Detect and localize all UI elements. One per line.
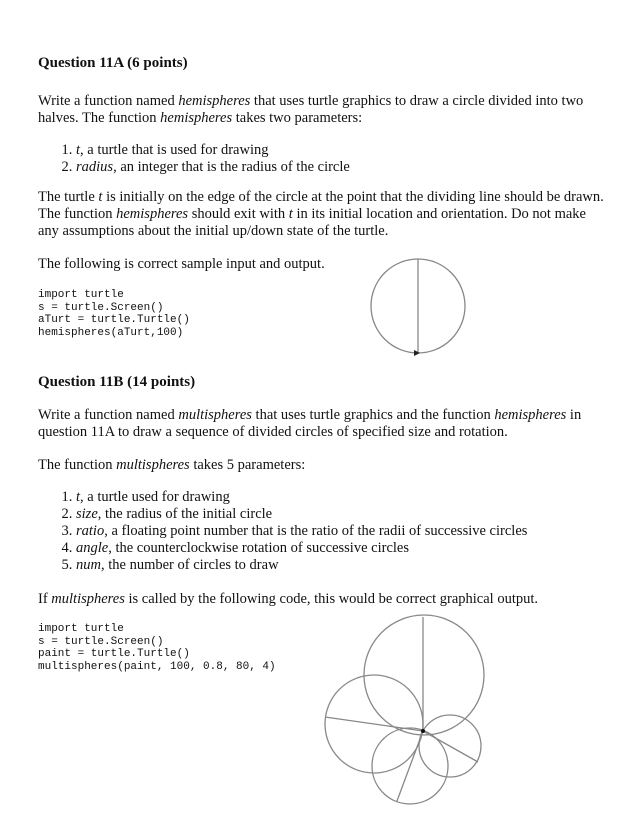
list-item: 3. ratio, a floating point number that is the ratio of the radii of successive circles bbox=[76, 523, 527, 540]
q11a-code: import turtle s = turtle.Screen() aTurt = turtle.Turtle() hemispheres(aTurt,100) bbox=[38, 289, 190, 339]
hemispheres-figure bbox=[371, 259, 465, 356]
multispheres-figure bbox=[325, 615, 484, 804]
list-item: 2. size, the radius of the initial circle bbox=[76, 506, 527, 523]
question-11b-title: Question 11B (14 points) bbox=[38, 374, 196, 390]
list-item: 4. angle, the counterclockwise rotation of successive circles bbox=[76, 540, 527, 557]
list-item: 1. t, a turtle used for drawing bbox=[76, 489, 527, 506]
turtle-arrow-icon bbox=[414, 350, 420, 356]
list-item: 1. t, a turtle that is used for drawing bbox=[76, 142, 350, 159]
q11b-params-label: The function multispheres takes 5 parameters: bbox=[38, 457, 306, 473]
q11b-output-label: If multispheres is called by the following code, this would be correct graphical output. bbox=[38, 591, 539, 607]
q11a-sample-label: The following is correct sample input and output. bbox=[38, 256, 325, 272]
q11a-intro: Write a function named hemispheres that uses turtle graphics to draw a circle divided into two halves. The function hemispheres takes two parameters: bbox=[38, 93, 584, 126]
q11a-description: The turtle t is initially on the edge of the circle at the point that the dividing line should be drawn. The function hemispheres should exit with t in its initial location and orientation. Do not make any assumptions about the initial up/down state of the turtle. bbox=[38, 189, 604, 239]
q11b-intro: Write a function named multispheres that uses turtle graphics and the function hemispheres in question 11A to draw a sequence of divided circles of specified size and rotation. bbox=[38, 407, 582, 440]
q11b-code: import turtle s = turtle.Screen() paint = turtle.Turtle() multispheres(paint, 100, 0.8, 80, 4) bbox=[38, 623, 276, 673]
list-item: 5. num, the number of circles to draw bbox=[76, 557, 527, 574]
list-item: 2. radius, an integer that is the radius of the circle bbox=[76, 159, 350, 176]
turtle-icon bbox=[421, 729, 425, 733]
question-11a-title: Question 11A (6 points) bbox=[38, 55, 188, 71]
